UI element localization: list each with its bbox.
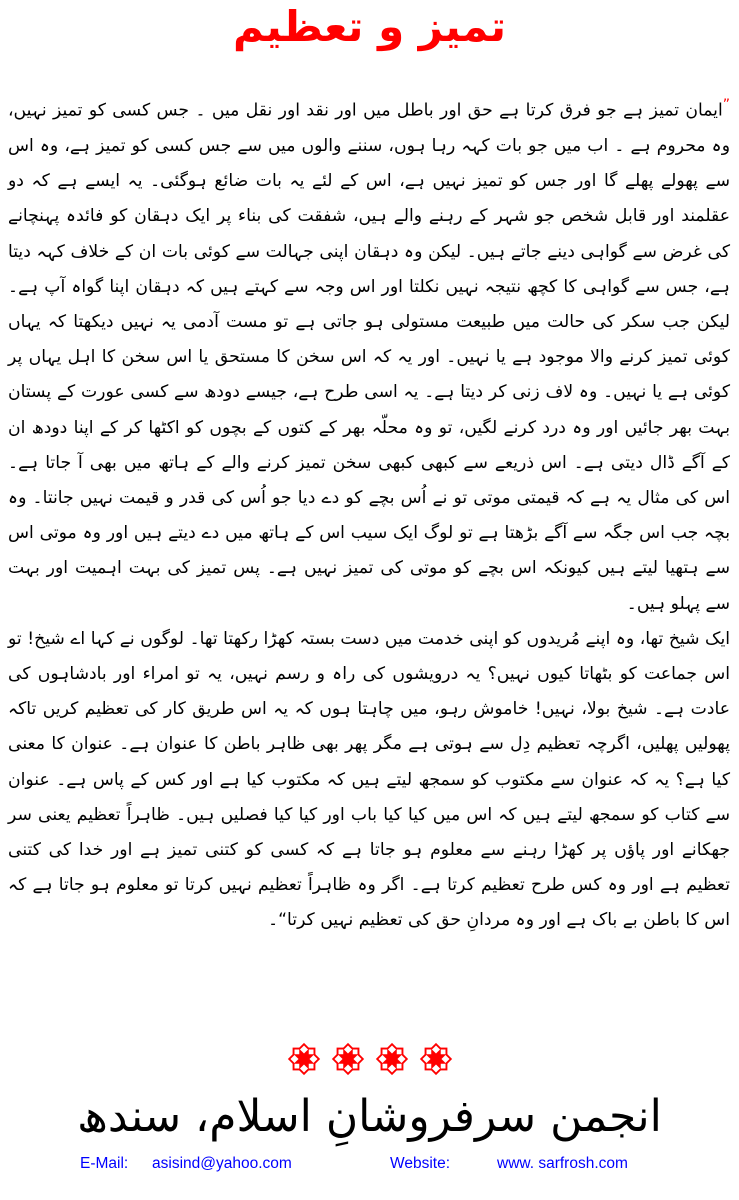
website-link[interactable]: www. sarfrosh.com (497, 1155, 628, 1172)
eight-point-star-icon (329, 1040, 367, 1078)
eight-point-star-icon (417, 1040, 455, 1078)
article-body (8, 88, 730, 939)
paragraph-end-mark: ۔ (268, 910, 279, 931)
website-label: Website: (390, 1155, 451, 1172)
close-quote-mark: “ (278, 910, 288, 931)
organization-name: انجمن سرفروشانِ اسلام، سندھ (77, 1091, 662, 1142)
ornament-row (0, 1040, 739, 1080)
paragraph-2-text: ایک شیخ تھا، وہ اپنے مُریدوں کو اپنی خدمت میں دست بستہ کھڑا رکھتا تھا۔ لوگوں نے کہا اے شیخ! تو اس جماعت کو بٹھاتا کیوں نہیں؟ یہ درویشوں کی راہ و رسم نہیں، یہ تو امراء اور بادشاہوں کی عادت ہے۔ شیخ بولا، نہیں! خاموش رہو، میں چاہتا ہوں کہ یہ اس طریق کار کی تعظیم کریں تاکہ پھولیں پھلیں، اگرچہ تعظیم دِل سے ہوتی ہے مگر پھر بھی ظاہر باطن کا عنوان ہے۔ عنوان کا معنی کیا ہے؟ یہ کہ عنوان سے مکتوب کو سمجھ لیتے ہیں کہ مکتوب کیا ہے اور کس کے پاس ہے۔ عنوان سے کتاب کو سمجھ لیتے ہیں کہ اس میں کیا کیا باب اور کیا کیا فصلیں ہیں۔ ظاہراً تعظیم یعنی سر جھکانے اور پاؤں پر کھڑا رہنے سے معلوم ہو جاتا ہے کہ کسی کو کتنی تمیز ہے اور خدا کی کتنی تعظیم ہے اور وہ کس طرح تعظیم کرتا ہے۔ اگر وہ ظاہراً تعظیم نہیں کرتا تو معلوم ہو جاتا ہے کہ اس کا باطن بے باک ہے اور وہ مردانِ حق کی تعظیم نہیں کرتا (8, 628, 730, 931)
open-quote-mark: ” (722, 97, 730, 113)
eight-point-star-icon (285, 1040, 323, 1078)
page-title: تمیز و تعظیم (232, 2, 507, 51)
email-link[interactable]: asisind@yahoo.com (152, 1155, 292, 1172)
paragraph-2 (8, 622, 730, 939)
email-label: E-Mail: (80, 1155, 129, 1172)
eight-point-star-icon (373, 1040, 411, 1078)
paragraph-1 (8, 88, 730, 622)
paragraph-1-text: ایمان تمیز ہے جو فرق کرتا ہے حق اور باطل میں اور نقد اور نقل میں ۔ جس کسی کو تمیز نہیں، وہ محروم ہے ۔ اب میں جو بات کہہ رہا ہوں، سننے والوں میں سے جس کسی کو تمیز ہے، وہ اس سے پھولے پھلے گا اور جس کو تمیز نہیں ہے، اس کے لئے یہ بات ضائع ہوگئی۔ یہ ایسے ہے کہ دو عقلمند اور قابل شخص جو شہر کے رہنے والے ہیں، شفقت کی بناء پر ایک دہقان کو فائدہ پہنچانے کی غرض سے گواہی دینے جاتے ہیں۔ لیکن وہ دہقان اپنی جہالت سے کوئی بات ان کے خلاف کہہ دیتا ہے، جس سے گواہی کا کچھ نتیجہ نہیں نکلتا اور اس وجہ سے کہتے ہیں کہ دہقان اپنا گواہ آپ ہے۔ لیکن جب سکر کی حالت میں طبیعت مستولی ہو جاتی ہے تو مست آدمی یہ نہیں دیکھتا کہ یہاں کوئی تمیز کرنے والا موجود ہے یا نہیں۔ اور یہ کہ اس سخن کا مستحق یا اس سخن کا اہل یہاں پر کوئی ہے یا نہیں۔ وہ لاف زنی کر دیتا ہے۔ یہ اسی طرح ہے، جیسے دودھ سے کسی عورت کے پستان بہت بھر جائیں اور وہ درد کرنے لگیں، تو وہ محلّہ بھر کے کتوں کے بچوں کو اکٹھا کر کے اپنا دودھ ان کے آگے ڈال دیتی ہے۔ اس ذریعے سے کبھی کبھی سخن تمیز کرنے والے کے ہاتھ میں بھی آ جاتا ہے۔ اس کی مثال یہ ہے کہ قیمتی موتی تو نے اُس بچے کو دے دیا جو اُس کی قدر و قیمت نہیں جانتا۔ وہ بچہ جب اس جگہ سے آگے بڑھتا ہے تو لوگ ایک سیب اس کے ہاتھ میں دے دیتے ہیں اور وہ موتی اس سے ہتھیا لیتے ہیں کیونکہ اس بچے کو موتی کی تمیز نہیں ہے۔ پس تمیز کی بہت اہمیت اور بہت سے پہلو ہیں۔ (8, 100, 730, 614)
